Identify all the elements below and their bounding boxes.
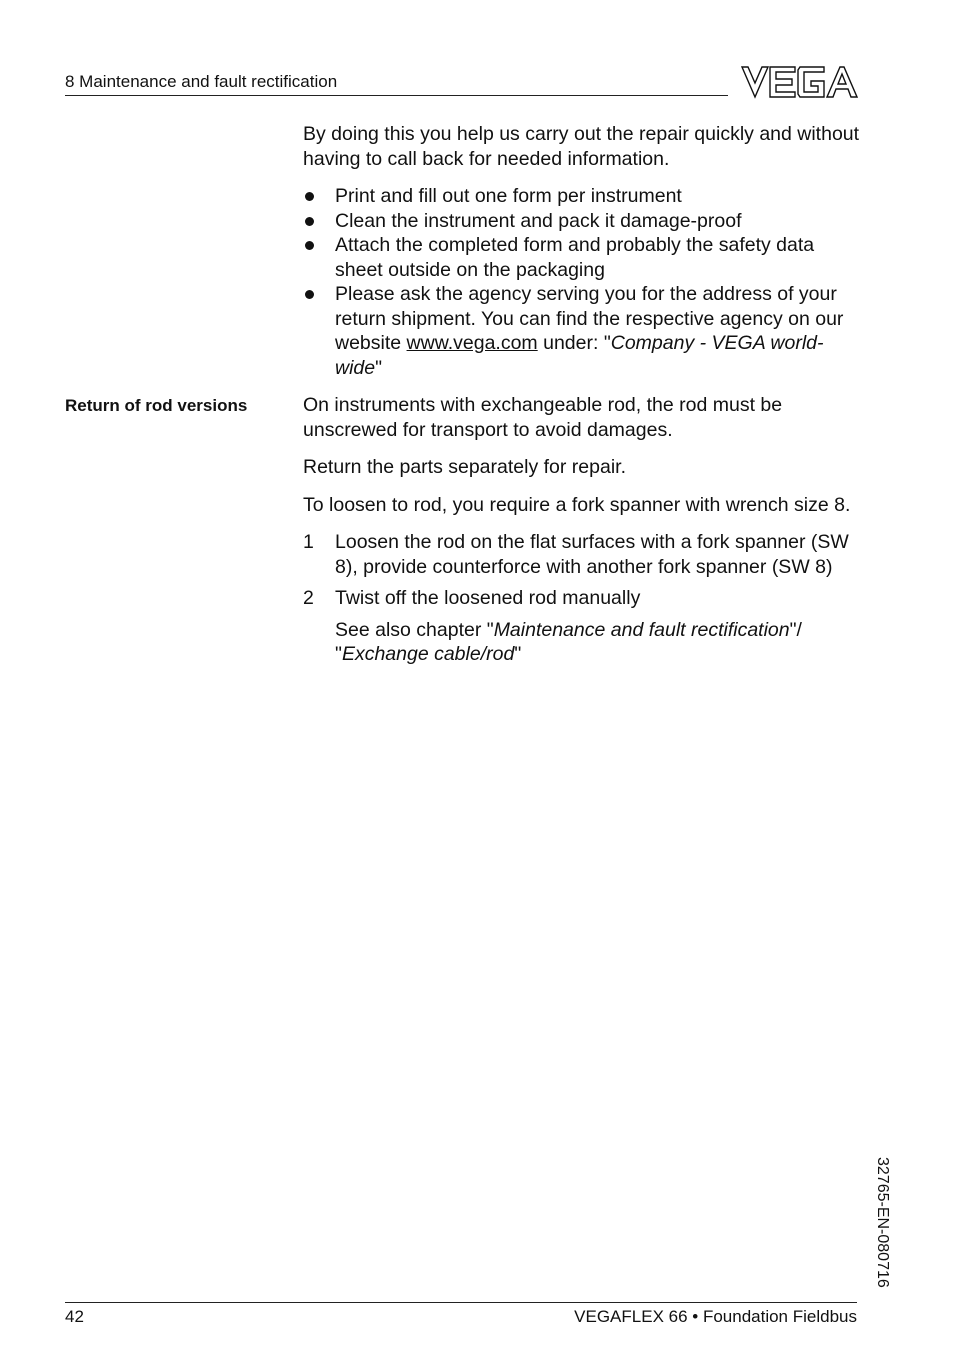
bullet-icon: [305, 192, 314, 201]
chapter-header: 8 Maintenance and fault rectification: [65, 72, 338, 91]
list-item: Please ask the agency serving you for the address of your return shipment. You can find the respective agency on our website www.vega.com under: "Company - VEGA world-wide": [303, 282, 863, 380]
bullet-icon: [305, 290, 314, 299]
document-code: 32765-EN-080716: [874, 1157, 891, 1288]
rod-paragraph-3: To loosen to rod, you require a fork spanner with wrench size 8.: [303, 493, 851, 516]
rod-paragraph-1: On instruments with exchangeable rod, the rod must be unscrewed for transport to avoid damages.: [303, 394, 783, 441]
bullet-icon: [305, 241, 314, 250]
bullet-icon: [305, 217, 314, 226]
step-1: 1 Loosen the rod on the flat surfaces with a fork spanner (SW 8), provide counterforce with another fork spanner (SW 8): [303, 531, 849, 578]
see-also-note: See also chapter "Maintenance and fault rectification"/ "Exchange cable/rod": [335, 618, 802, 665]
footer-title: VEGAFLEX 66 • Foundation Fieldbus: [574, 1307, 857, 1326]
footer-rule: [65, 1302, 857, 1303]
list-item: Print and fill out one form per instrument: [303, 184, 863, 209]
vega-logo: [740, 64, 858, 100]
list-item: Attach the completed form and probably the safety data sheet outside on the packaging: [303, 233, 863, 282]
list-item: Clean the instrument and pack it damage-proof: [303, 209, 863, 234]
step-2: 2 Twist off the loosened rod manually: [303, 587, 641, 609]
header-rule: [65, 95, 728, 96]
section-label-rod-versions: Return of rod versions: [65, 396, 248, 415]
vega-website-link[interactable]: www.vega.com: [406, 332, 538, 354]
main-content: [303, 122, 863, 667]
rod-paragraph-2: Return the parts separately for repair.: [303, 456, 626, 478]
intro-paragraph: By doing this you help us carry out the repair quickly and without having to call back for needed information.: [303, 123, 860, 170]
page-number: 42: [65, 1307, 84, 1326]
